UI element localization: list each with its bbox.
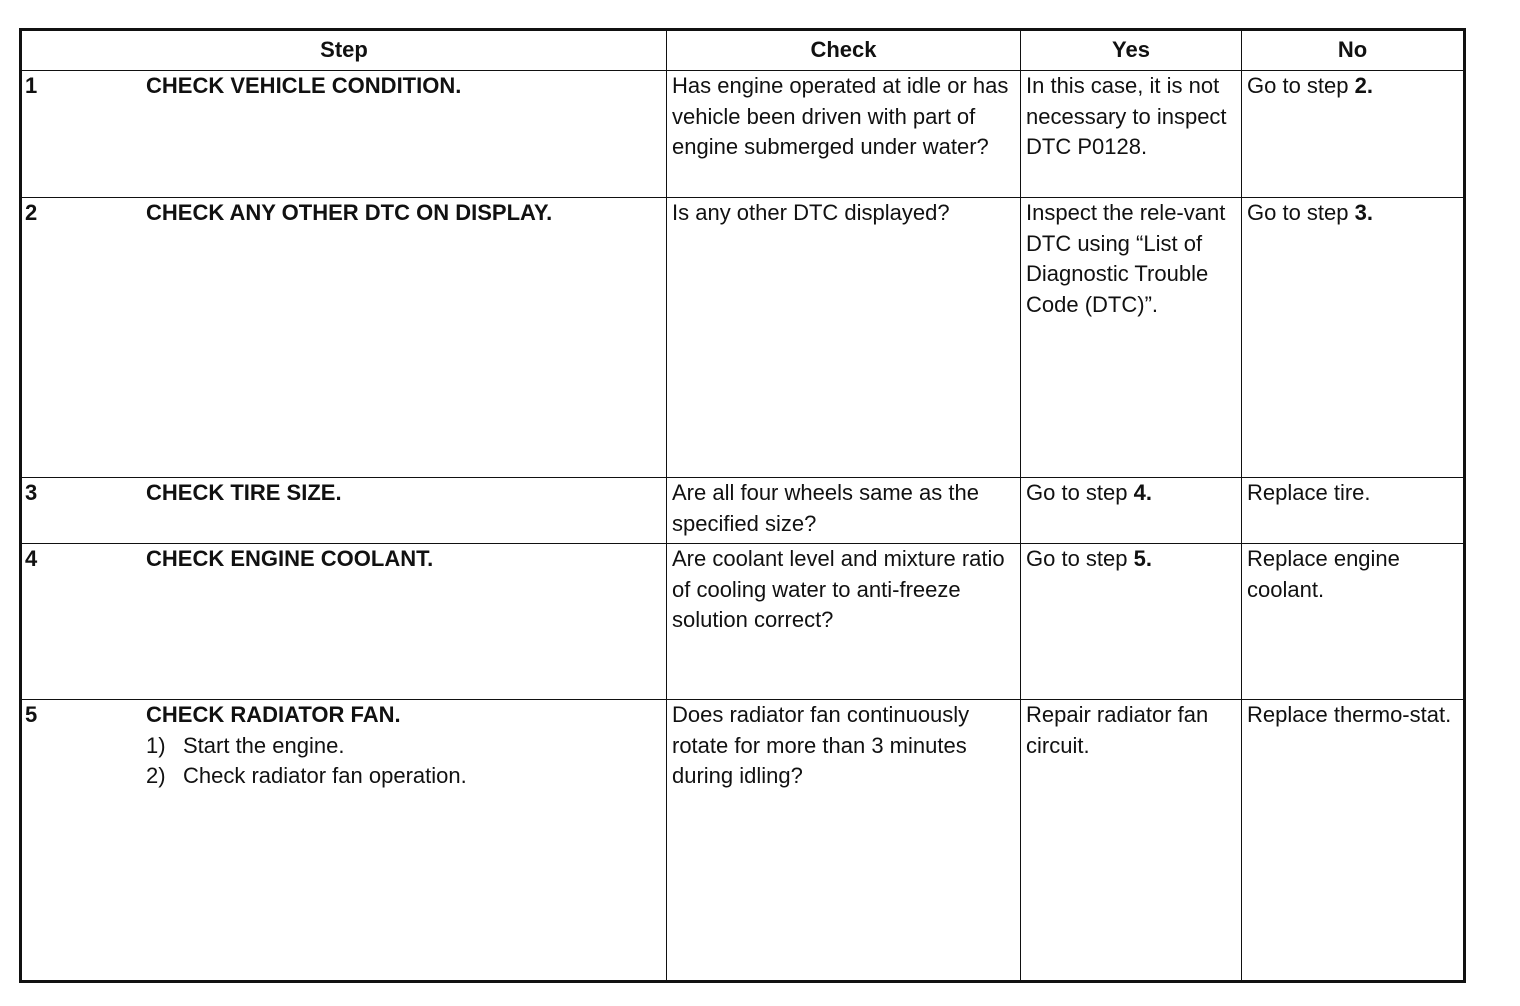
step-title: CHECK VEHICLE CONDITION. bbox=[146, 73, 462, 98]
table-row bbox=[21, 544, 1465, 700]
no-cell bbox=[1242, 198, 1465, 478]
header-yes: Yes bbox=[1021, 30, 1242, 71]
table-row bbox=[21, 700, 1465, 982]
yes-step-ref: 4. bbox=[1133, 480, 1152, 505]
no-cell: Replace tire. bbox=[1242, 478, 1465, 544]
yes-cell: In this case, it is not necessary to inspect DTC P0128. bbox=[1021, 71, 1242, 198]
no-step-ref: 2. bbox=[1354, 73, 1373, 98]
check-cell: Are coolant level and mixture ratio of cooling water to anti-freeze solution correct? bbox=[667, 544, 1021, 700]
header-check: Check bbox=[667, 30, 1021, 71]
yes-text: Go to step bbox=[1026, 480, 1134, 505]
check-cell: Are all four wheels same as the specified size? bbox=[667, 478, 1021, 544]
check-cell: Has engine operated at idle or has vehicle been driven with part of engine submerged under water? bbox=[667, 71, 1021, 198]
table-row bbox=[21, 198, 1465, 478]
table-header-row bbox=[21, 30, 1465, 71]
step-cell bbox=[21, 544, 667, 700]
step-number: 5 bbox=[25, 702, 38, 727]
substep-item bbox=[146, 761, 661, 792]
substep-item bbox=[146, 731, 661, 762]
no-cell: Replace engine coolant. bbox=[1242, 544, 1465, 700]
step-title: CHECK ANY OTHER DTC ON DISPLAY. bbox=[146, 200, 553, 225]
step-number: 2 bbox=[25, 200, 38, 225]
yes-text: Go to step bbox=[1026, 546, 1134, 571]
yes-cell: Repair radiator fan circuit. bbox=[1021, 700, 1242, 982]
yes-cell bbox=[1021, 544, 1242, 700]
yes-step-ref: 5. bbox=[1133, 546, 1152, 571]
table-row bbox=[21, 71, 1465, 198]
check-cell: Is any other DTC displayed? bbox=[667, 198, 1021, 478]
substep-text: Check radiator fan operation. bbox=[183, 763, 467, 788]
step-cell bbox=[21, 198, 667, 478]
substep-number: 2) bbox=[146, 763, 166, 788]
step-cell bbox=[21, 700, 667, 982]
table-row bbox=[21, 478, 1465, 544]
step-title: CHECK ENGINE COOLANT. bbox=[146, 546, 434, 571]
no-text: Go to step bbox=[1247, 73, 1355, 98]
header-step: Step bbox=[21, 30, 667, 71]
step-cell bbox=[21, 478, 667, 544]
header-no: No bbox=[1242, 30, 1465, 71]
step-title: CHECK TIRE SIZE. bbox=[146, 480, 342, 505]
step-number: 1 bbox=[25, 73, 38, 98]
step-cell bbox=[21, 71, 667, 198]
step-number: 4 bbox=[25, 546, 38, 571]
no-cell: Replace thermo-stat. bbox=[1242, 700, 1465, 982]
no-step-ref: 3. bbox=[1354, 200, 1373, 225]
check-cell: Does radiator fan continuously rotate for more than 3 minutes during idling? bbox=[667, 700, 1021, 982]
no-cell bbox=[1242, 71, 1465, 198]
step-number: 3 bbox=[25, 480, 38, 505]
no-text: Go to step bbox=[1247, 200, 1355, 225]
substep-text: Start the engine. bbox=[183, 732, 345, 758]
substep-number: 1) bbox=[146, 732, 166, 758]
yes-cell bbox=[1021, 478, 1242, 544]
step-title: CHECK RADIATOR FAN. bbox=[146, 702, 401, 727]
yes-cell: Inspect the rele-vant DTC using “List of Diagnostic Trouble Code (DTC)”. bbox=[1021, 198, 1242, 478]
diagnostic-table bbox=[19, 28, 1466, 983]
